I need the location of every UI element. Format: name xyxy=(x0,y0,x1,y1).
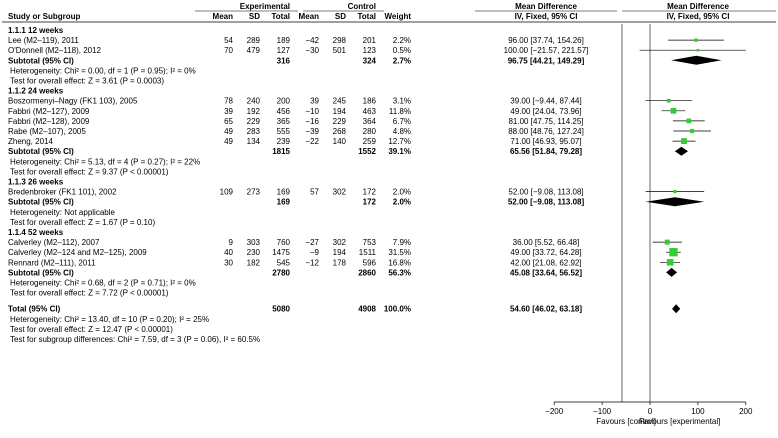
total-exp: 555 xyxy=(276,127,290,136)
sd-exp: 303 xyxy=(246,238,260,248)
sd-exp: 229 xyxy=(246,116,260,126)
sd-exp: 273 xyxy=(246,187,260,197)
sd-exp: 479 xyxy=(246,46,260,56)
mean-exp: 49 xyxy=(224,127,233,136)
sd-ctrl: 140 xyxy=(332,137,346,147)
note-label: Heterogeneity: Chi² = 0.68, df = 2 (P = 0.71); I² = 0% xyxy=(10,278,196,288)
study-point-estimate xyxy=(673,190,676,193)
total-ctrl: 172 xyxy=(362,187,376,197)
weight-value: 12.7% xyxy=(388,137,411,147)
total-exp: 189 xyxy=(276,36,290,46)
sd-ctrl: 302 xyxy=(332,187,346,197)
study-label: Lee (M2–119), 2011 xyxy=(8,36,79,46)
weight-value: 2.7% xyxy=(392,56,411,66)
effect-estimate: 65.56 [51.84, 79.28] xyxy=(509,147,583,157)
x-axis-tick-label: 0 xyxy=(647,407,653,416)
x-axis-tick-label: −200 xyxy=(545,407,564,416)
effect-estimate: 52.00 [−9.08, 113.08] xyxy=(508,187,584,197)
favours-experimental-label: Favours [experimental] xyxy=(639,417,721,426)
study-label: Rennard (M2–111), 2011 xyxy=(8,258,96,268)
note-label: Test for overall effect: Z = 1.67 (P = 0.10) xyxy=(10,217,156,227)
plot-subtitle: IV, Fixed, 95% CI xyxy=(666,12,730,21)
mean-ctrl: −10 xyxy=(305,106,319,116)
mean-exp: 70 xyxy=(224,46,233,56)
weight-value: 6.7% xyxy=(392,116,411,126)
sd-ctrl: 501 xyxy=(332,46,346,56)
sd-ctrl: 178 xyxy=(332,258,346,268)
study-label: Calverley (M2–124 and M2–125), 2009 xyxy=(8,248,147,258)
mean-ctrl: −27 xyxy=(305,238,319,248)
effect-estimate: 81.00 [47.75, 114.25] xyxy=(508,116,584,126)
total-ctrl: 4908 xyxy=(358,304,376,314)
weight-value: 31.5% xyxy=(388,248,411,258)
total-ctrl: 123 xyxy=(362,46,376,56)
total-exp: 5080 xyxy=(272,304,290,314)
subtotal-label: Subtotal (95% CI) xyxy=(8,56,74,66)
sd-exp: 134 xyxy=(246,137,260,147)
weight-value: 11.8% xyxy=(388,106,411,116)
total-exp: 456 xyxy=(276,106,290,116)
weight-value: 2.2% xyxy=(392,36,411,46)
effect-estimate: 88.00 [48.76, 127.24] xyxy=(508,127,584,136)
heading-label: 1.1.2 24 weeks xyxy=(8,86,64,96)
effect-estimate: 54.60 [46.02, 63.18] xyxy=(509,304,583,314)
x-axis-tick-label: −100 xyxy=(593,407,612,416)
total-exp: 365 xyxy=(276,116,290,126)
study-point-estimate xyxy=(669,248,677,256)
control-header: Control xyxy=(347,2,376,11)
weight-value: 2.0% xyxy=(392,197,411,207)
total-ctrl: 2860 xyxy=(358,268,376,278)
weight-header: Weight xyxy=(384,12,411,21)
effect-estimate: 49.00 [33.72, 64.28] xyxy=(510,248,582,258)
plot-title: Mean Difference xyxy=(667,2,729,11)
total-exp: 169 xyxy=(276,187,290,197)
total-exp: 1815 xyxy=(272,147,290,157)
note-label: Test for subgroup differences: Chi² = 7.59, df = 3 (P = 0.06), I² = 60.5% xyxy=(10,335,261,344)
subtotal-diamond xyxy=(675,147,688,156)
total-ctrl: 364 xyxy=(362,116,376,126)
sd-exp: 289 xyxy=(246,36,260,46)
effect-estimate: 39.00 [−9.44, 87.44] xyxy=(510,96,582,106)
mean-exp: 54 xyxy=(224,36,233,46)
study-point-estimate xyxy=(667,99,671,103)
mean-ctrl: −42 xyxy=(305,36,319,46)
study-point-estimate xyxy=(686,119,691,124)
total-exp-header: Total xyxy=(271,12,290,21)
weight-value: 2.0% xyxy=(392,187,411,197)
note-label: Test for overall effect: Z = 12.47 (P < 0.00001) xyxy=(10,324,173,334)
total-exp: 2780 xyxy=(272,268,290,278)
effect-estimate: 36.00 [5.52, 66.48] xyxy=(512,238,580,248)
total-exp: 1475 xyxy=(272,248,290,258)
total-ctrl: 1552 xyxy=(358,147,376,157)
total-ctrl-header: Total xyxy=(357,12,376,21)
mean-exp: 39 xyxy=(224,106,233,116)
study-label: Fabbri (M2–128), 2009 xyxy=(8,116,90,126)
mean-exp: 78 xyxy=(224,96,233,106)
sd-ctrl: 298 xyxy=(332,36,346,46)
sd-exp: 240 xyxy=(246,96,260,106)
mean-ctrl: 57 xyxy=(310,187,319,197)
study-point-estimate xyxy=(690,129,694,133)
sd-ctrl: 245 xyxy=(332,96,346,106)
x-axis-tick-label: 200 xyxy=(739,407,753,416)
effect-estimate: 96.00 [37.74, 154.26] xyxy=(508,36,584,46)
weight-value: 100.0% xyxy=(383,304,411,314)
favours-control-label: Favours [control] xyxy=(596,417,656,426)
mean-ctrl: −9 xyxy=(309,248,319,258)
subtotal-diamond xyxy=(646,197,705,206)
study-point-estimate xyxy=(697,49,699,51)
total-ctrl: 186 xyxy=(362,96,376,106)
total-exp: 169 xyxy=(276,197,290,207)
study-point-estimate xyxy=(681,138,687,144)
note-label: Test for overall effect: Z = 7.72 (P < 0.00001) xyxy=(10,288,169,298)
mean-exp: 9 xyxy=(228,238,233,248)
subtotal-diamond xyxy=(666,268,677,277)
note-label: Heterogeneity: Not applicable xyxy=(10,207,115,217)
total-label: Total (95% CI) xyxy=(8,304,61,314)
study-label: O'Donnell (M2–118), 2012 xyxy=(8,46,101,56)
mean-exp: 49 xyxy=(224,137,233,147)
study-label: Rabe (M2–107), 2005 xyxy=(8,127,86,136)
weight-value: 56.3% xyxy=(388,268,411,278)
total-ctrl: 324 xyxy=(362,56,376,66)
mean-exp: 109 xyxy=(219,187,233,197)
sd-ctrl: 229 xyxy=(332,116,346,126)
weight-value: 16.8% xyxy=(388,258,411,268)
subtotal-diamond xyxy=(671,56,721,65)
subtotal-label: Subtotal (95% CI) xyxy=(8,268,74,278)
weight-value: 0.5% xyxy=(392,46,411,56)
total-exp: 760 xyxy=(276,238,290,248)
total-exp: 127 xyxy=(276,46,290,56)
total-exp: 239 xyxy=(276,137,290,147)
total-exp: 200 xyxy=(276,96,290,106)
effect-estimate: 42.00 [21.08, 62.92] xyxy=(510,258,582,268)
study-point-estimate xyxy=(671,108,677,114)
heading-label: 1.1.4 52 weeks xyxy=(8,228,64,237)
sd-ctrl: 194 xyxy=(332,248,346,258)
effect-method-header: IV, Fixed, 95% CI xyxy=(514,12,578,21)
study-label: Fabbri (M2–127), 2009 xyxy=(8,106,90,116)
study-column-header: Study or Subgroup xyxy=(8,12,81,21)
study-label: Boszormenyi–Nagy (FK1 103), 2005 xyxy=(8,96,138,106)
study-point-estimate xyxy=(667,259,674,266)
mean-ctrl: −16 xyxy=(305,116,319,126)
total-ctrl: 201 xyxy=(362,36,376,46)
heading-label: 1.1.1 12 weeks xyxy=(8,26,64,35)
study-point-estimate xyxy=(694,38,697,41)
weight-value: 3.1% xyxy=(392,96,411,106)
effect-estimate: 96.75 [44.21, 149.29] xyxy=(507,56,585,66)
note-label: Heterogeneity: Chi² = 0.00, df = 1 (P = 0.95); I² = 0% xyxy=(10,66,196,76)
weight-value: 39.1% xyxy=(388,147,411,157)
mean-ctrl: −12 xyxy=(305,258,319,268)
effect-estimate: 100.00 [−21.57, 221.57] xyxy=(503,46,589,56)
study-label: Calverley (M2–112), 2007 xyxy=(8,238,100,248)
total-ctrl: 463 xyxy=(362,106,376,116)
sd-exp: 283 xyxy=(246,127,260,136)
x-axis-tick-label: 100 xyxy=(691,407,705,416)
study-label: Zheng, 2014 xyxy=(8,137,53,147)
total-ctrl: 259 xyxy=(362,137,376,147)
mean-exp-header: Mean xyxy=(212,12,233,21)
note-label: Heterogeneity: Chi² = 13.40, df = 10 (P = 0.20); I² = 25% xyxy=(10,314,210,324)
total-exp: 545 xyxy=(276,258,290,268)
sd-exp: 192 xyxy=(246,106,260,116)
total-ctrl: 1511 xyxy=(358,248,376,258)
mean-exp: 40 xyxy=(224,248,233,258)
total-diamond xyxy=(672,304,680,313)
weight-value: 7.9% xyxy=(392,238,411,248)
note-label: Heterogeneity: Chi² = 5.13, df = 4 (P = 0.27); I² = 22% xyxy=(10,157,201,167)
subtotal-label: Subtotal (95% CI) xyxy=(8,147,74,157)
total-ctrl: 753 xyxy=(362,238,376,248)
sd-ctrl: 302 xyxy=(332,238,346,248)
weight-value: 4.8% xyxy=(392,127,411,136)
note-label: Test for overall effect: Z = 3.61 (P = 0.0003) xyxy=(10,76,165,86)
sd-exp: 230 xyxy=(246,248,260,258)
total-ctrl: 172 xyxy=(362,197,376,207)
mean-exp: 30 xyxy=(224,258,233,268)
subtotal-label: Subtotal (95% CI) xyxy=(8,197,74,207)
mean-ctrl: −30 xyxy=(305,46,319,56)
sd-exp: 182 xyxy=(246,258,260,268)
sd-ctrl: 268 xyxy=(332,127,346,136)
sd-ctrl: 194 xyxy=(332,106,346,116)
study-point-estimate xyxy=(665,240,670,245)
sd-ctrl-header: SD xyxy=(334,12,346,21)
effect-estimate: 52.00 [−9.08, 113.08] xyxy=(507,197,585,207)
effect-estimate: 71.00 [46.93, 95.07] xyxy=(510,137,582,147)
heading-label: 1.1.3 26 weeks xyxy=(8,177,64,187)
total-ctrl: 596 xyxy=(362,258,376,268)
mean-ctrl: 39 xyxy=(310,96,319,106)
sd-exp-header: SD xyxy=(248,12,260,21)
mean-ctrl-header: Mean xyxy=(298,12,319,21)
mean-ctrl: −39 xyxy=(305,127,319,136)
mean-exp: 65 xyxy=(224,116,233,126)
experimental-header: Experimental xyxy=(239,2,290,11)
mean-difference-header: Mean Difference xyxy=(515,2,577,11)
total-exp: 316 xyxy=(276,56,290,66)
total-ctrl: 280 xyxy=(362,127,376,136)
mean-ctrl: −22 xyxy=(305,137,319,147)
effect-estimate: 45.08 [33.64, 56.52] xyxy=(509,268,583,278)
note-label: Test for overall effect: Z = 9.37 (P < 0.00001) xyxy=(10,167,169,177)
effect-estimate: 49.00 [24.04, 73.96] xyxy=(510,106,582,116)
study-label: Bredenbroker (FK1 101), 2002 xyxy=(8,187,117,197)
